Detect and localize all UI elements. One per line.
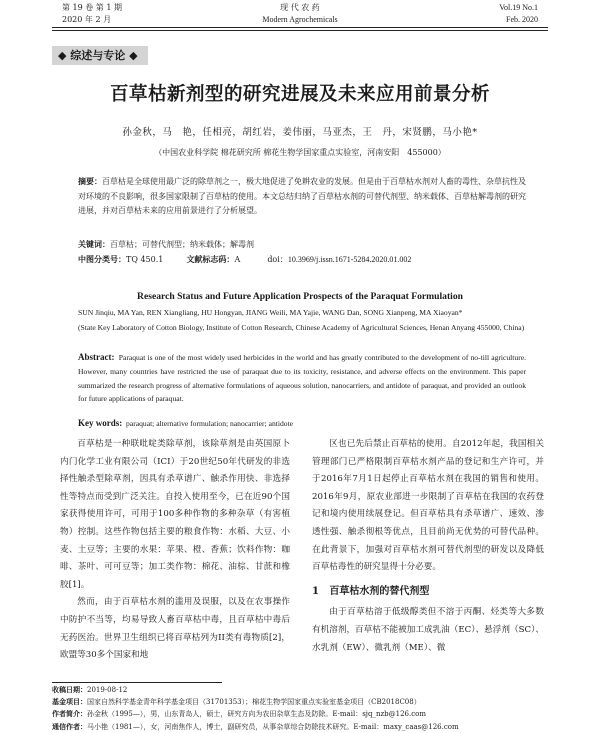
abstract-cn-label: 摘要： xyxy=(78,176,102,186)
keywords-cn-label: 关键词： xyxy=(78,239,110,249)
keywords-en xyxy=(78,416,526,432)
body-paragraph: 由于百草枯溶于低级醇类但不溶于丙酮、烃类等大多数有机溶剂，百草枯不能被加工成乳油（EC）、悬浮剂（SC）、水乳剂（EW）、微乳剂（ME）、微 xyxy=(312,607,544,653)
body-right-column xyxy=(312,436,544,657)
keywords-en-label: Key words: xyxy=(78,418,123,428)
abstract-en-label: Abstract: xyxy=(78,352,115,362)
header-date-cn: 2020 年 2 月 xyxy=(62,15,112,24)
header-rule-thin xyxy=(52,30,548,31)
clc-value: TQ 450.1 xyxy=(126,255,164,264)
header-journal-en: Modern Agrochemicals xyxy=(262,15,338,24)
classification-line xyxy=(78,252,526,268)
doi-label: doi： xyxy=(267,255,288,264)
header-date-en: Feb. 2020 xyxy=(506,15,538,24)
header-rule xyxy=(52,27,548,28)
authors-en: SUN Jinqiu, MA Yan, REN Xiangliang, HU Hongyan, JIANG Weili, MA Yajie, WANG Dan, SONG Xianpeng, MA Xiaoyan* xyxy=(78,308,463,317)
abstract-cn-text: 百草枯是全球使用最广泛的除草剂之一，极大地促进了免耕农业的发展。但是由于百草枯水剂对人畜的毒性、杂草抗性及对环境的不良影响，很多国家限制了百草枯的使用。本文总结归纳了百草枯水剂的可替代剂型、纳米载体、百草枯解毒剂的研究进展，并对百草枯未来的应用前景进行了分析展望。 xyxy=(78,177,526,215)
section-heading xyxy=(312,583,544,601)
header-journal-cn: 现 代 农 药 xyxy=(280,3,320,12)
section-number: 1 xyxy=(312,585,319,597)
keywords-cn-text: 百草枯；可替代剂型；纳米载体；解毒剂 xyxy=(110,240,254,249)
keywords-en-text: paraquat; alternative formulation; nanocarrier; antidote xyxy=(126,419,294,428)
article-title-en: Research Status and Future Application Prospects of the Paraquat Formulation xyxy=(137,291,463,302)
abstract-en-text: Paraquat is one of the most widely used herbicides in the world and has greatly contributed to the development of no-till agriculture. However, many countries have restricted the use of paraquat due to its toxicity, resistance, and adverse effects on the environment. This paper summarized the research progress of alternative formulations of aqueous solution, nanocarriers, and antidote of paraquat, and provided an outlook for future applications of paraquat. xyxy=(78,353,526,404)
clc-label: 中图分类号： xyxy=(78,254,126,264)
affiliation-cn: （中国农业科学院 棉花研究所 棉花生物学国家重点实验室，河南安阳 455000） xyxy=(154,148,446,157)
authors-cn: 孙金秋，马 艳，任相亮，胡红岩，姜伟丽，马亚杰，王 丹，宋贤鹏，马小艳* xyxy=(122,127,478,138)
doc-code-label: 文献标志码： xyxy=(186,254,235,264)
body-paragraph: 区也已先后禁止百草枯的使用。自2012年起，我国相关管理部门已严格限制百草枯水剂产品的登记和生产许可，并于2016年7月1日起停止百草枯水剂在我国的销售和使用。2016年9月，原农业部进一步限制了百草枯在我国的农药登记和境内使用续展登记。但百草枯具有杀草谱广、速效、渗透性强、触杀彻根等优点，且目前尚无优势的可替代品种。在此背景下，加强对百草枯水剂可替代剂型的研发以及降低百草枯毒性的研究显得十分必要。 xyxy=(312,439,544,573)
footnotes xyxy=(52,684,548,733)
header-volume-en: Vol.19 No.1 xyxy=(499,3,538,12)
affiliation-en: (State Key Laboratory of Cotton Biology, Institute of Cotton Research, Chinese Academy of Agricultural Sciences, Henan Anyang 455000, China) xyxy=(78,323,525,332)
abstract-cn xyxy=(78,174,526,219)
body-left-column xyxy=(60,436,290,665)
doc-code-value: A xyxy=(234,255,241,264)
header-volume-cn: 第 19 卷 第 1 期 xyxy=(62,3,122,12)
article-title-cn: 百草枯新剂型的研究进展及未来应用前景分析 xyxy=(109,84,490,105)
section-tag: ◆ 综述与专论 ◆ xyxy=(52,46,148,65)
footnote-rule xyxy=(52,682,222,683)
abstract-en xyxy=(78,351,526,406)
section-title: 百草枯水剂的替代剂型 xyxy=(329,585,430,597)
footnote-author: 作者简介：孙金秋（1995—），男，山东青岛人，硕士，研究方向为农田杂草生态及防除。E-mail：sjq_nzb@126.com xyxy=(52,709,426,719)
footnote-correspondence: 通信作者：马小艳（1981—），女，河南焦作人，博士，副研究员，从事杂草综合防除技术研究。E-mail：maxy_caas@126.com xyxy=(52,721,459,731)
footnote-received: 收稿日期：2019-08-12 xyxy=(52,685,128,694)
body-paragraph: 百草枯是一种联吡啶类除草剂，该除草剂是由英国原卜内门化学工业有限公司（ICI）于20世纪50年代研发的非选择性触杀型除草剂，因具有杀草谱广、触杀作用快、非选择性等特点而受到广泛关注。自投入使用至今，已在近90个国家获得使用许可，可用于100多种作物的多种杂草（有害植物）控制。这些作物包括主要的粮食作物：水稻、大豆、小麦、土豆等；主要的水果：苹果、橙、香蕉；饮料作物：咖啡、茶叶、可可豆等；加工类作物：棉花、油棕、甘蔗和橡胶[1]。 xyxy=(60,439,290,590)
keywords-cn xyxy=(78,237,526,253)
body-paragraph: 然而，由于百草枯水剂的滥用及误服，以及在农事操作中防护不当等，均易导致人畜百草枯中毒，且百草枯中毒后无药医治。世界卫生组织已将百草枯列为II类有毒物质[2]，欧盟等30多个国家和地 xyxy=(60,597,290,661)
footnote-fund: 基金项目：国家自然科学基金青年科学基金项目（31701353）；棉花生物学国家重点实验室基金项目（CB2018C08） xyxy=(52,697,421,707)
doi-value: 10.3969/j.issn.1671-5284.2020.01.002 xyxy=(287,255,412,264)
